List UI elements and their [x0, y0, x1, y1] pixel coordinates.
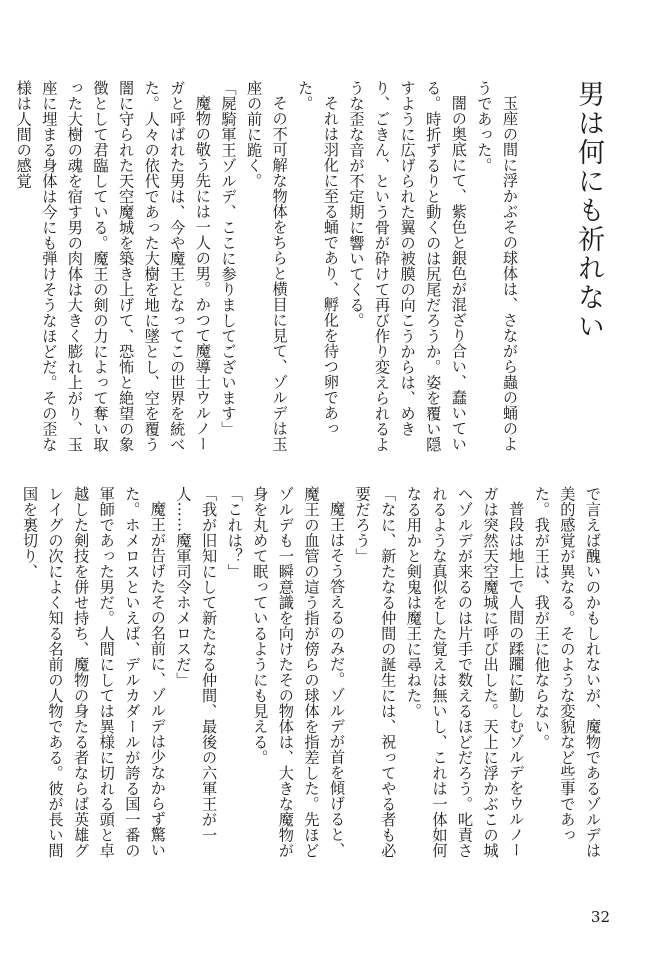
dialogue: 「なに、新たなる仲間の誕生には、祝ってやる者も必要だろう」: [353, 486, 398, 858]
top-text-block: [14, 80, 522, 454]
paragraph: 魔物の敬う先には一人の男。かつて魔導士ウルノーガと呼ばれた男は、今や魔王となってこの世界を統べた。人々の依代であった大樹を地に墜とし、空を覆う闇に守られた天空魔城を築き上げて、恐怖と絶望の象徴として君臨している。魔王の剣の力によって奪い取った大樹の魂を宿す男の肉体は大きく膨れ上がり、玉座に埋まる身体は今にも弾けそうなほどだ。その歪な様は人間の感覚: [14, 80, 212, 452]
paragraph-continuation: で言えば醜いのかもしれないが、魔物であるゾルデは美的感覚が異なる。そのような変貌など些事であった。我が王は、我が王に他ならない。: [532, 486, 602, 858]
chapter-title: 男は何にも祈れない: [573, 80, 604, 341]
paragraph: 普段は地上で人間の蹂躙に勤しむゾルデをウルノーガは突然天空魔城に呼び出した。天上に浮かぶこの城へゾルデが来るのは片手で数えるほどだろう。叱責されるような真似をした覚えは無いし、これは一体如何なる用かと剣鬼は魔王に尋ねた。: [404, 486, 526, 858]
page-number: 32: [590, 908, 610, 926]
paragraph: 闇の奥底にて、紫色と銀色が混ざり合い、蠢いている。時折ずるりと動くのは尻尾だろうか。姿を覆い隠すように広げられた翼の被膜の向こうからは、めきり、ごきん、という骨が砕けて再び作り変えられるような歪な音が不定期に響いてくる。: [347, 80, 468, 452]
dialogue: 「我が旧知にして新たなる仲間、最後の六軍王が一人……魔軍司令ホメロスだ」: [174, 486, 219, 843]
dialogue: 「屍騎軍王ゾルデ、ここに参りましてございます」: [219, 80, 238, 437]
bottom-text-block: [20, 486, 605, 860]
paragraph: その不可解な物体をちらと横目に見て、ゾルデは玉座の前に跪く。: [245, 80, 289, 452]
paragraph: それは羽化に至る蛹であり、孵化を待つ卵であった。: [296, 80, 340, 437]
paragraph: 魔王が告げたその名前に、ゾルデは少なからず驚いた。ホメロスといえば、デルカダールが誇る国一番の軍師であった男だ。人間にしては異様に切れる頭と卓越した剣技を併せ持ち、魔物の身たる者ならば英雄グレイグの次によく知る名前の人物である。彼が長い間国を裏切り、: [20, 486, 167, 858]
paragraph: 玉座の間に浮かぶその球体は、さながら蟲の蛹のようであった。: [475, 80, 519, 452]
paragraph: 魔王はそう答えるのみだ。ゾルデが首を傾げると、魔王の血管の這う指が傍らの球体を指差した。先ほどゾルデも一瞬意識を向けたその物体は、大きな魔物が身を丸めて眠っているようにも見える。: [251, 486, 347, 858]
dialogue: 「これは？」: [225, 486, 244, 579]
